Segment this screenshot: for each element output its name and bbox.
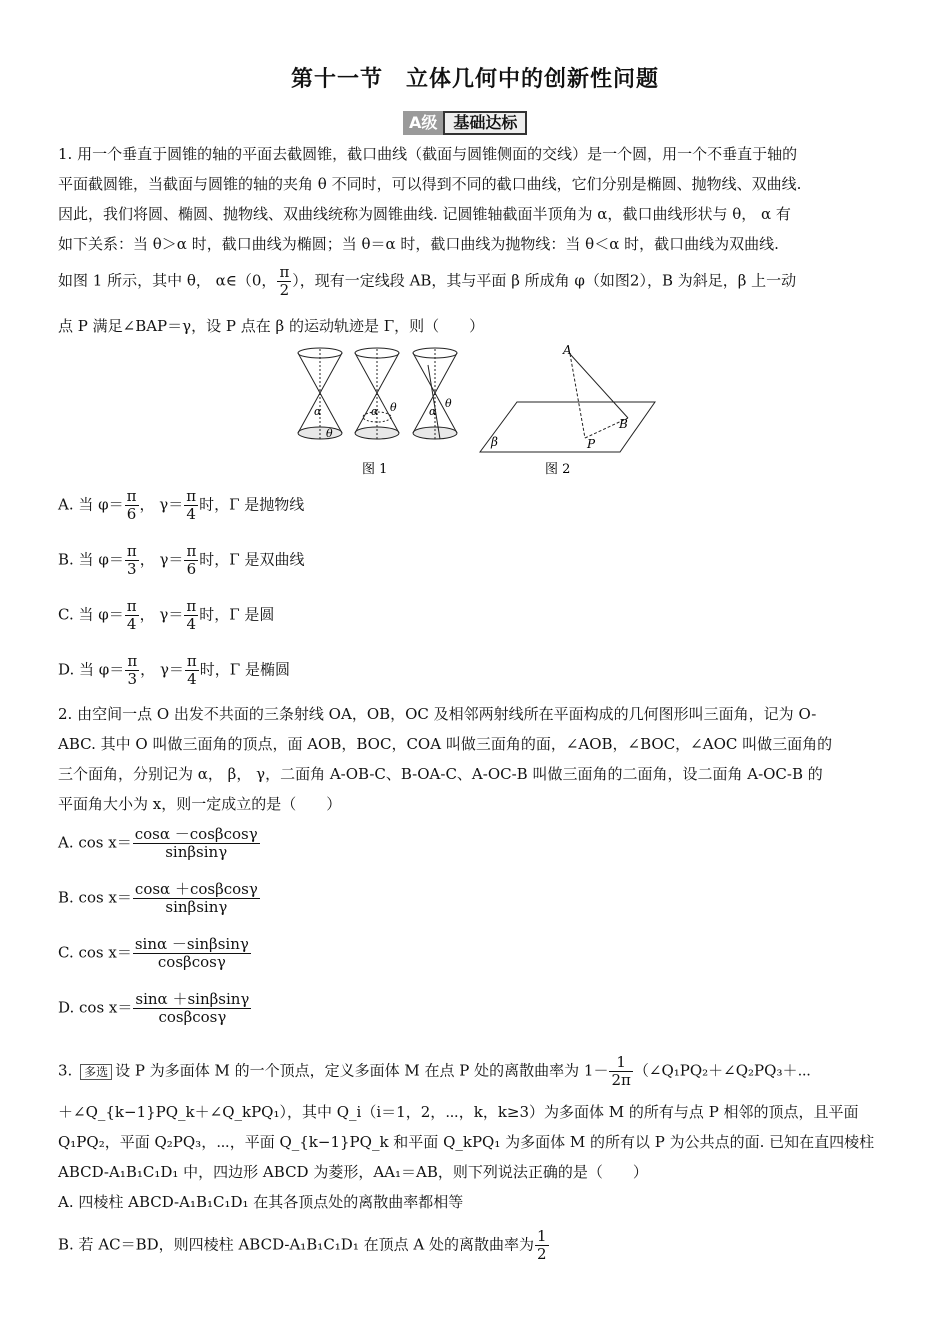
figure-2-plane xyxy=(475,340,665,480)
fraction-numerator: cosα －cosβcosγ xyxy=(134,825,258,843)
fraction-numerator: π xyxy=(126,597,137,615)
gamma-fraction xyxy=(184,598,198,633)
figure-1-caption: 图 1 xyxy=(362,462,388,477)
option-text: B. 当 φ＝ xyxy=(58,550,124,569)
option-text: B. 若 AC＝BD，则四棱柱 ABCD-A₁B₁C₁D₁ 在顶点 A 处的离散曲率为 xyxy=(58,1235,534,1254)
option-text: A. cos x＝ xyxy=(58,833,132,852)
alpha-label: α xyxy=(371,405,379,418)
figure-2-caption: 图 2 xyxy=(545,462,571,477)
fraction-denominator: 2π xyxy=(611,1071,631,1089)
q2-option-a xyxy=(58,826,261,861)
q2-option-c xyxy=(58,936,252,971)
theta-label: θ xyxy=(445,397,452,410)
q3-line-1-post: （∠Q₁PQ₂＋∠Q₂PQ₃＋⋯ xyxy=(633,1061,811,1080)
fraction-denominator: sinβsinγ xyxy=(165,898,228,916)
fraction-numerator: π xyxy=(186,652,197,670)
option-text: B. cos x＝ xyxy=(58,888,132,907)
phi-fraction xyxy=(125,598,139,633)
fraction-denominator: 2 xyxy=(279,281,290,299)
option-text: D. 当 φ＝ xyxy=(58,660,125,679)
fraction-numerator: cosα ＋cosβcosγ xyxy=(134,880,258,898)
option-text: ， γ＝ xyxy=(140,660,184,679)
q1-line-1: 1. 用一个垂直于圆锥的轴的平面去截圆锥，截口曲线（截面与圆锥侧面的交线）是一个圆，用一个不垂直于轴的 xyxy=(58,145,798,163)
option-text: D. cos x＝ xyxy=(58,998,133,1017)
phi-fraction xyxy=(125,653,139,688)
point-a-label: A xyxy=(563,343,572,357)
figure-1-cones xyxy=(290,345,465,480)
option-text: 时，Γ 是椭圆 xyxy=(199,660,290,679)
fraction-numerator: sinα ＋sinβsinγ xyxy=(135,990,250,1008)
fraction-denominator: 4 xyxy=(186,505,196,523)
level-header xyxy=(403,110,527,136)
multi-select-tag: 多选 xyxy=(80,1064,112,1080)
page-title: 第十一节 立体几何中的创新性问题 xyxy=(290,67,659,92)
q1-option-d xyxy=(58,653,290,688)
option-text: C. cos x＝ xyxy=(58,943,132,962)
gamma-fraction xyxy=(185,653,199,688)
q1-line-4: 如下关系：当 θ＞α 时，截口曲线为椭圆；当 θ＝α 时，截口曲线为抛物线：当 θ＜α 时，截口曲线为双曲线. xyxy=(58,235,779,253)
q1-option-c xyxy=(58,598,274,633)
q3-line-4: ABCD-A₁B₁C₁D₁ 中，四边形 ABCD 为菱形，AA₁＝AB，则下列说法正确的是（ ） xyxy=(58,1163,648,1181)
question-number: 3. xyxy=(58,1061,73,1080)
q1-option-a xyxy=(58,488,304,523)
q2-line-3: 三个面角，分别记为 α， β， γ，二面角 A-OB-C、B-OA-C、A-OC-B 叫做三面角的二面角，设二面角 A-OC-B 的 xyxy=(58,765,823,783)
q3-line-1-pre: 设 P 为多面体 M 的一个顶点，定义多面体 M 在点 P 处的离散曲率为 1－ xyxy=(115,1061,609,1080)
fraction-denominator: 6 xyxy=(186,560,197,578)
fraction-denominator: 4 xyxy=(126,615,137,633)
fraction-numerator: π xyxy=(279,263,290,281)
q1-line-5 xyxy=(58,264,796,299)
q3-option-a: A. 四棱柱 ABCD-A₁B₁C₁D₁ 在其各顶点处的离散曲率都相等 xyxy=(58,1193,464,1211)
alpha-label: α xyxy=(314,405,322,418)
theta-label: θ xyxy=(326,427,333,440)
fraction-denominator: 4 xyxy=(187,670,197,688)
fraction-denominator: 3 xyxy=(127,670,138,688)
q1-line-2: 平面截圆锥，当截面与圆锥的轴的夹角 θ 不同时，可以得到不同的截口曲线，它们分别是椭圆、抛物线、双曲线. xyxy=(58,175,802,193)
fraction-denominator: 4 xyxy=(186,615,197,633)
option-text: C. 当 φ＝ xyxy=(58,605,124,624)
fraction-denominator: cosβcosγ xyxy=(158,1008,227,1026)
option-text: ， γ＝ xyxy=(139,495,184,514)
option-text: ， γ＝ xyxy=(139,550,184,569)
q3-line-1 xyxy=(58,1054,811,1089)
level-badge: A级 xyxy=(403,111,443,135)
q2-line-2: ABC. 其中 O 叫做三面角的顶点，面 AOB，BOC，COA 叫做三面角的面，∠AOB，∠BOC，∠AOC 叫做三面角的 xyxy=(58,735,833,753)
option-fraction xyxy=(133,991,251,1026)
phi-fraction xyxy=(125,543,139,578)
fraction-numerator: π xyxy=(127,652,138,670)
q1-line-3: 因此，我们将圆、椭圆、抛物线、双曲线统称为圆锥曲线. 记圆锥轴截面半顶角为 α，截口曲线形状与 θ， α 有 xyxy=(58,205,791,223)
gamma-fraction xyxy=(184,488,198,523)
q1-line-6: 点 P 满足∠BAP＝γ，设 P 点在 β 的运动轨迹是 Γ，则（ ） xyxy=(58,317,485,335)
option-fraction xyxy=(133,881,260,916)
q1-option-b xyxy=(58,543,304,578)
fraction-numerator: π xyxy=(186,542,197,560)
q3-line-2: ＋∠Q_{k−1}PQ_k＋∠Q_kPQ₁），其中 Q_i（i＝1，2，⋯，k，k≥3）为多面体 M 的所有与点 P 相邻的顶点，且平面 xyxy=(58,1103,859,1121)
q1-line-5-pre: 如图 1 所示，其中 θ， α∈（0， xyxy=(58,271,277,290)
option-text: 时，Γ 是抛物线 xyxy=(199,495,305,514)
fraction-numerator: 1 xyxy=(609,1054,632,1072)
fraction-numerator: π xyxy=(126,487,137,505)
fraction-numerator: sinα －sinβsinγ xyxy=(134,935,249,953)
alpha-label: α xyxy=(429,405,437,418)
fraction-numerator: π xyxy=(186,597,197,615)
point-b-label: B xyxy=(619,417,628,431)
fraction-denominator: 2 xyxy=(537,1245,547,1263)
fraction-denominator: cosβcosγ xyxy=(157,953,226,971)
plane-beta-label: β xyxy=(491,435,498,449)
q2-line-1: 2. 由空间一点 O 出发不共面的三条射线 OA，OB，OC 及相邻两射线所在平面构成的几何图形叫三面角，记为 O- xyxy=(58,705,817,723)
q2-option-d xyxy=(58,991,252,1026)
option-text: ， γ＝ xyxy=(139,605,184,624)
q2-line-4: 平面角大小为 x，则一定成立的是（ ） xyxy=(58,795,342,813)
q3-line-3: Q₁PQ₂，平面 Q₂PQ₃，⋯，平面 Q_{k−1}PQ_k 和平面 Q_kPQ₁ 为多面体 M 的所有以 P 为公共点的面. 已知在直四棱柱 xyxy=(58,1133,875,1151)
point-p-label: P xyxy=(587,437,596,451)
fraction-numerator: 1 xyxy=(537,1227,547,1245)
pi-over-2-fraction xyxy=(277,264,291,299)
fraction-denominator: 3 xyxy=(127,560,137,578)
phi-fraction xyxy=(125,488,139,523)
fraction-denominator: 6 xyxy=(126,505,137,523)
option-fraction xyxy=(133,826,260,861)
option-text: A. 当 φ＝ xyxy=(58,495,124,514)
option-text: 时，Γ 是双曲线 xyxy=(199,550,305,569)
one-half-fraction xyxy=(535,1228,549,1263)
level-label: 基础达标 xyxy=(443,111,527,135)
option-fraction xyxy=(133,936,251,971)
one-over-2pi-fraction xyxy=(609,1054,632,1089)
fraction-denominator: sinβsinγ xyxy=(165,843,228,861)
fraction-numerator: π xyxy=(186,487,197,505)
option-text: 时，Γ 是圆 xyxy=(199,605,275,624)
fraction-numerator: π xyxy=(126,542,137,560)
q3-option-b xyxy=(58,1228,550,1263)
q2-option-b xyxy=(58,881,261,916)
theta-label: θ xyxy=(390,401,397,414)
q1-line-5-post: ），现有一定线段 AB，其与平面 β 所成角 φ（如图2），B 为斜足，β 上一动 xyxy=(292,271,797,290)
gamma-fraction xyxy=(184,543,198,578)
